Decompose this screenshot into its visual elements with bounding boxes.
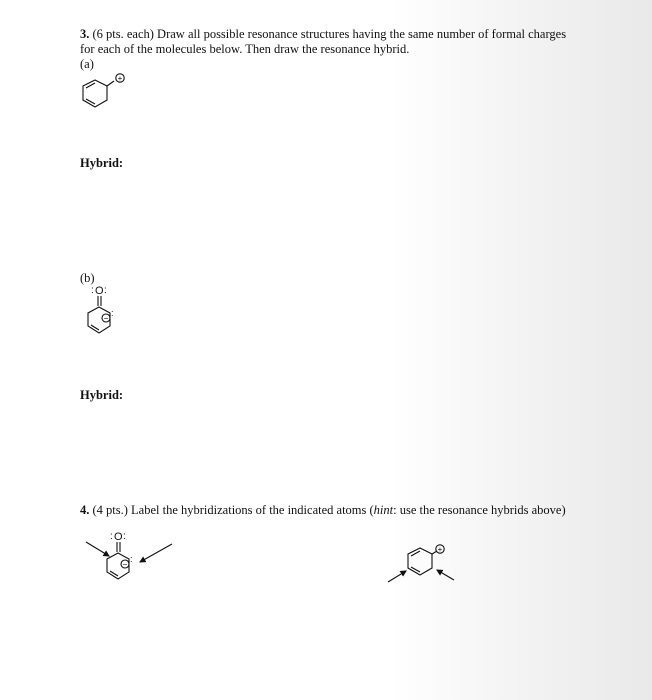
oxygen-atom-q4: O <box>114 531 123 543</box>
molecule-b-anion <box>78 282 138 346</box>
plus-charge-q4: + <box>437 544 443 554</box>
hybrid-a-label: Hybrid: <box>80 156 124 170</box>
ring-a <box>83 80 107 107</box>
lone-pair-left-b: : <box>91 285 94 296</box>
question-3-line-1 <box>80 27 566 42</box>
double-bond-q4-right-2 <box>411 567 420 572</box>
question-4-text-after: : use the resonance hybrids above) <box>393 503 566 517</box>
question-4-hint: hint <box>373 503 394 517</box>
double-bond-a-2 <box>86 99 95 104</box>
arrow-sp2-carbon <box>388 571 406 582</box>
lone-pair-carbanion-b: : <box>111 308 114 318</box>
oxygen-atom-b: O <box>95 285 104 297</box>
molecule-q4-left <box>82 526 182 590</box>
ring-q4-right <box>408 548 432 575</box>
question-3-text-1: (6 pts. each) Draw all possible resonance structures having the same number of formal charges <box>92 27 567 41</box>
arrow-carbanion <box>140 544 172 562</box>
minus-charge-q4: − <box>122 559 128 569</box>
lone-pair-right-q4: : <box>123 531 126 542</box>
question-4-line <box>80 503 566 518</box>
arrow-sp3-carbon <box>437 570 454 580</box>
question-3-number: 3. <box>80 27 90 41</box>
lone-pair-right-b: : <box>104 285 107 296</box>
plus-charge-a: + <box>117 73 123 83</box>
part-a-label: (a) <box>80 57 94 71</box>
molecule-a-cation <box>78 70 138 120</box>
ring-a-exo-bond <box>107 81 114 86</box>
question-3-line-2: for each of the molecules below. Then draw the resonance hybrid. <box>80 42 410 56</box>
lone-pair-carbanion-q4: : <box>130 554 133 564</box>
part-b-label: (b) <box>80 271 95 285</box>
lone-pair-left-q4: : <box>110 531 113 542</box>
molecule-q4-right <box>382 540 472 590</box>
question-4-text-before: (4 pts.) Label the hybridizations of the indicated atoms ( <box>92 503 374 517</box>
hybrid-b-label: Hybrid: <box>80 388 124 402</box>
arrow-carbonyl-carbon <box>86 542 109 556</box>
question-4-number: 4. <box>80 503 90 517</box>
minus-charge-b: − <box>103 313 109 323</box>
